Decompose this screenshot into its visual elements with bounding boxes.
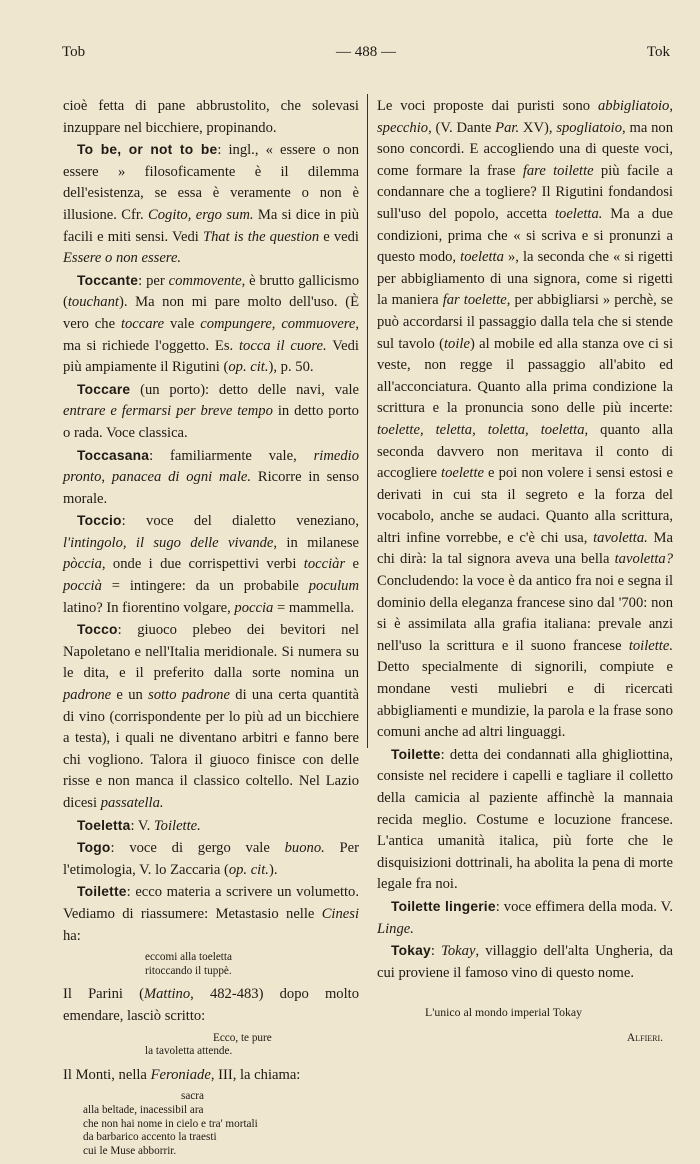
headword: To be, or not to be [77, 142, 218, 158]
verse-line: L'unico al mondo imperial Tokay [425, 1005, 583, 1020]
headword: Toccasana [77, 447, 150, 463]
headword: Toilette lingerie [391, 898, 496, 914]
running-head-right: Tok [646, 44, 670, 60]
verse-line: ritoccando il tuppè. [145, 964, 232, 977]
verse-quote-parini [63, 1032, 359, 1059]
running-head-left: Tob [62, 44, 86, 60]
verse-line: cui le Muse abborrir. [83, 1144, 177, 1157]
headword: Toccante [77, 272, 139, 288]
headword: Tokay [391, 943, 431, 959]
headword: Togo [77, 840, 111, 856]
entry-toccante: Toccante: per commovente, è brutto gallicismo (touchant). Ma non mi pare molto dell'uso. (È vero che toccare vale compungere, commuovere, ma si richiede l'oggetto. Es. tocca il cuore. Vedi più ampiamente il Rigutini (op. cit.), p. 50. [63, 272, 360, 376]
entry-toilette-ghigliottina: Toilette: detta dei condannati alla ghigliottina, consiste nel recidere i capelli e tagliare il colletto della camicia al paziente affinchè la mannaia recida meglio. Costume e locuzione francese. L'antica umanità italica, più forte che le disquisizioni dottrinali, ha abolita la pena di morte legale fra noi. [377, 746, 673, 893]
paragraph-toilette-continued: Le voci proposte dai puristi sono abbigliatoio, specchio, (V. Dante Par. XV), spogliatoio, ma non sono concordi. E accogliendo una di queste voci, come formare la frase fare toilette più facile a condannare che a togliere? Il Rigutini fondandosi sull'uso del popolo, accetta toeletta. Ma a due condizioni, prima che « si scriva e si pronunzi a questo modo, toeletta », la seconda che « si rigetti per abbigliamento di una signora, come si rigetti la maniera far toelette, per abbigliarsi » perchè, se può accordarsi il passaggio dalla tela che si stende sul tavolo (toile) al mobile ed alla stanza ove ci si veste, non regge il passaggio all'abito ed all'acconciatura. Quanto alla prima condizione la scrittura e la pronuncia sono delle più incerte: toelette, teletta, toletta, toeletta, quanto alla seconda davvero non meritava il conto di accogliere toelette e poi non volere i sensi estosi e derivati in cui sta il segreto e la forza del vocabolo, anche se audaci. Quanto alla scrittura, altri infine vorrebbe, e c'è chi usa, tavoletta. Ma chi dirà: la tal signora aveva una bella tavoletta? Concludendo: la voce è da antico fra noi e segna il dominio della eleganza francese sino dal '700: non si è assimilata alla grafia italiana: prevale anzi nell'uso la scrittura e il suono francese toilette. Detto specialmente di signorili, compiute e mondane vesti muliebri e di ricercati abbigliamenti e mundizie, la parola e la frase sono comuni anche ad altri linguaggi. [377, 98, 674, 741]
entry-togo: Togo: voce di gergo vale buono. Per l'etimologia, V. lo Zaccaria (op. cit.). [63, 840, 359, 878]
column-divider [367, 94, 368, 748]
verse-line: eccomi alla toeletta [145, 951, 232, 964]
headword: Toccare [77, 381, 131, 397]
entry-tocco: Tocco: giuoco plebeo dei bevitori nel Napoletano e nell'Italia meridionale. Si numera su le dita, e il preferito dalla sorte nomina un padrone e un sotto padrone di una certa quantità di vino (corrispondente per lo più ad un bicchiere a testa), i quali ne diventano arbitri e fanno bere chi vogliono. Talora il giuoco finisce con delle risse e non manca il classico coltello. Nel Lazio dicesi passatella. [63, 622, 359, 811]
headword: Toccio [77, 513, 122, 529]
verse-quote-monti [63, 1090, 359, 1158]
running-head [62, 44, 670, 66]
verse-line: Ecco, te pure [213, 1031, 272, 1044]
verse-line: la tavoletta attende. [145, 1045, 233, 1058]
continued-paragraph: cioè fetta di pane abbrustolito, che solevasi inzuppare nel bicchiere, propinando. [63, 98, 359, 136]
verse-quote-metastasio [63, 951, 359, 978]
paragraph-parini: Il Parini (Mattino, 482-483) dopo molto emendare, lasciò scritto: [63, 986, 359, 1024]
verse-line: che non hai nome in cielo e tra' mortali [83, 1117, 258, 1130]
verse-line: sacra [181, 1090, 204, 1103]
verse-line: da barbarico accento la traesti [83, 1131, 217, 1144]
verse-quote-alfieri [377, 1006, 673, 1045]
entry-toccare: Toccare (un porto): detto delle navi, vale entrare e fermarsi per breve tempo in detto porto o rada. Voce classica. [63, 381, 359, 441]
headword: Toeletta [77, 817, 131, 833]
headword: Toilette [391, 746, 441, 762]
entry-toilette: Toilette: ecco materia a scrivere un volumetto. Vediamo di riassumere: Metastasio nelle Cinesi ha: [63, 884, 359, 944]
entry-toilette-lingerie: Toilette lingerie: voce effimera della moda. V. Linge. [377, 898, 673, 937]
entry-toeletta: Toeletta: V. Toilette. [77, 817, 201, 834]
page-number: — 488 — [336, 44, 396, 60]
entry-tokay: Tokay: Tokay, villaggio dell'alta Ungheria, da cui proviene il famoso vino di questo nome. [377, 943, 673, 981]
paragraph-monti: Il Monti, nella Feroniade, III, la chiama: [63, 1066, 301, 1083]
verse-line: alla beltade, inacessibil ara [83, 1103, 204, 1116]
entry-toccio: Toccio: voce del dialetto veneziano, l'intingolo, il sugo delle vivande, in milanese pòccia, onde i due corrispettivi verbi tocciàr e poccià = intingere: da un probabile poculum latino? In fiorentino volgare, poccia = mammella. [63, 513, 359, 616]
headword: Tocco [77, 622, 118, 638]
right-column [377, 96, 673, 1052]
quote-attribution: Alfieri. [626, 1031, 663, 1044]
entry-toccasana: Toccasana: familiarmente vale, rimedio pronto, panacea di ogni male. Ricorre in senso morale. [63, 447, 360, 507]
left-column [63, 96, 359, 1164]
entry-to-be: To be, or not to be: ingl., « essere o non essere » filosoficamente è il dilemma dell'esistenza, se essa è veramente o non è illusione. Cfr. Cogito, ergo sum. Ma si dice in più facili e miti sensi. Vedi That is the question e vedi Essere o non essere. [63, 142, 359, 267]
headword: Toilette [77, 884, 127, 900]
